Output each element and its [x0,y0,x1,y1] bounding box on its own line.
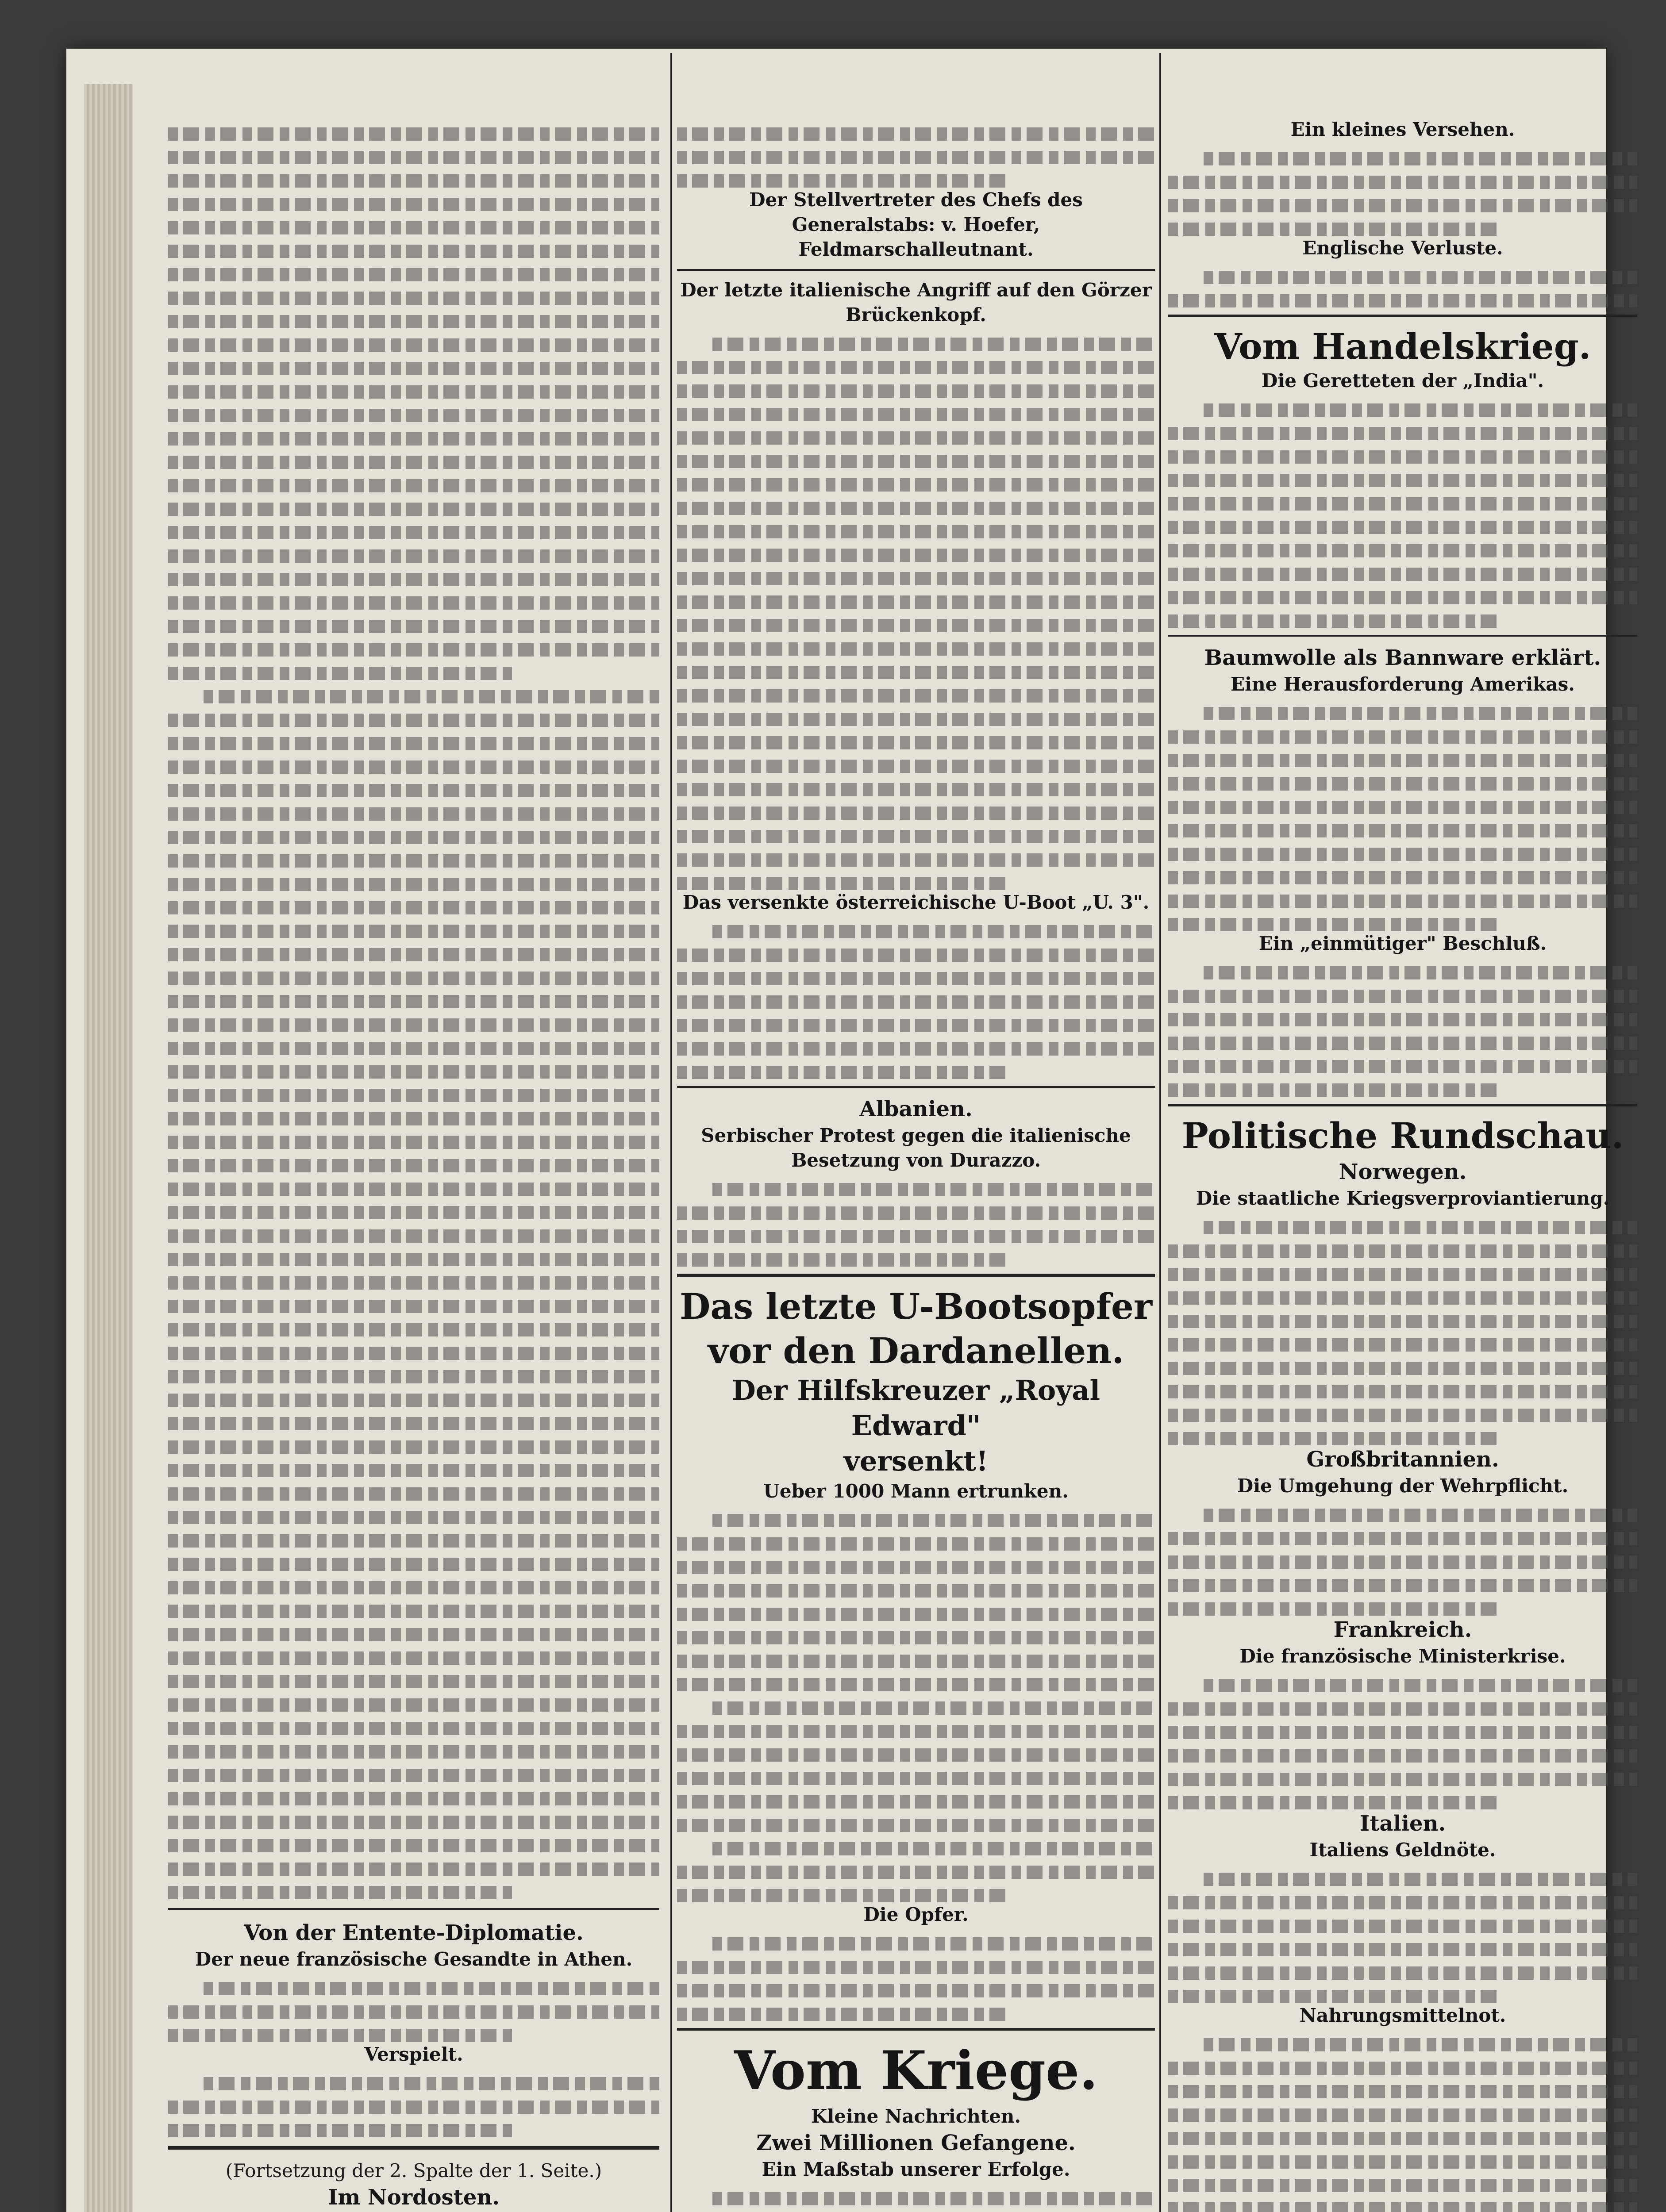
text-line [1168,895,1637,908]
text-line [1168,1555,1637,1569]
column-1 [168,117,659,2212]
heading-entente-diplomatie: Von der Entente-Diplomatie. [244,1920,584,1945]
text-line [168,807,659,821]
text-line [168,1769,659,1782]
text-line [168,737,659,750]
text-line [204,2077,659,2090]
text-line [1168,1966,1637,1980]
heading-albanien: Albanien. [859,1097,973,1121]
text-line [168,2124,512,2137]
text-line [168,1347,659,1360]
separator [1168,1104,1637,1106]
text-line [677,1608,1155,1621]
text-line [168,245,659,258]
separator [1168,635,1637,637]
subheadline-versenkt: versenkt! [843,1445,989,1477]
text-line [677,127,1155,141]
text-line [677,1206,1155,1220]
text-line [168,409,659,422]
heading-frankreich: Frankreich. [1333,1617,1472,1642]
text-line [168,1229,659,1243]
text-line [168,198,659,211]
text-line [168,1276,659,1290]
subheading-kriegsverproviantierung: Die staatliche Kriegsverproviantierung. [1196,1187,1610,1209]
subheadline-royal-edward: Der Hilfskreuzer „Royal Edward" [731,1374,1100,1442]
text-line [1168,591,1637,604]
text-line [168,292,659,305]
text-line [677,431,1155,445]
text-line [677,1230,1155,1243]
text-line [168,972,659,985]
text-line [1168,568,1637,581]
article-continuation [168,127,659,1899]
text-line [1204,1509,1637,1522]
text-line [712,925,1155,938]
text-line [168,1722,659,1735]
text-line [677,736,1155,749]
text-line [168,1018,659,1032]
subheading-verspielt: Verspielt. [364,2043,463,2065]
text-line [1168,2179,1637,2192]
text-line [168,315,659,328]
text-line [1168,1060,1637,1073]
text-line [1168,2085,1637,2098]
text-line [1168,474,1637,487]
text-line [677,549,1155,562]
text-line [1168,1037,1637,1050]
text-line [168,1886,512,1899]
text-line [677,1042,1155,1056]
subheading-versehen: Ein kleines Versehen. [1290,119,1515,140]
text-line [1168,1796,1497,1809]
text-line [677,666,1155,679]
text-line [168,1745,659,1759]
text-line [168,127,659,141]
text-line [168,1675,659,1688]
text-line [168,479,659,492]
text-line [677,1748,1155,1762]
text-line [1168,1409,1637,1422]
heading-zwei-millionen: Zwei Millionen Gefangene. [756,2131,1076,2155]
text-line [1168,521,1637,534]
text-line [1168,450,1637,464]
text-line [168,1792,659,1805]
text-line [677,1866,1155,1879]
text-line [677,1772,1155,1785]
text-line [677,1537,1155,1551]
text-line [677,525,1155,538]
text-line [168,1136,659,1149]
text-line [168,1605,659,1618]
subheading-geldnoete: Italiens Geldnöte. [1309,1839,1496,1861]
text-line [677,2008,1012,2021]
text-line [677,806,1155,820]
text-line [677,151,1155,164]
text-line [1168,294,1637,307]
text-line [677,995,1155,1009]
text-line [168,1253,659,1266]
text-line [1204,707,1637,720]
column-2 [677,117,1155,2212]
separator [168,1908,659,1910]
text-line [168,667,512,680]
text-line [168,925,659,938]
text-line [712,1514,1155,1527]
separator [677,1086,1155,1088]
text-line [677,760,1155,773]
text-line [168,714,659,727]
separator [677,2028,1155,2031]
text-line [1168,2132,1637,2145]
text-line [677,830,1155,843]
text-line [168,526,659,539]
column-rule-1 [670,53,672,2212]
subheading-kleine-nachrichten: Kleine Nachrichten. [811,2105,1021,2127]
text-line [168,995,659,1008]
text-line [712,1842,1155,1855]
text-line [1168,2062,1637,2075]
separator [677,1274,1155,1277]
text-line [677,1253,1012,1267]
text-line [168,573,659,586]
text-line [168,878,659,891]
text-line [1168,1726,1637,1739]
text-line [677,689,1155,703]
text-line [1204,271,1637,284]
text-line [1204,1873,1637,1886]
headline-ubootopfer-1: Das letzte U-Bootsopfer [679,1286,1153,1327]
subheading-india: Die Geretteten der „India". [1261,370,1544,392]
text-line [168,385,659,399]
text-line [168,784,659,797]
subheading-opfer: Die Opfer. [863,1904,969,1925]
text-line [1168,801,1637,814]
text-line [1168,1702,1637,1716]
text-line [168,432,659,445]
text-line [1168,1532,1637,1545]
text-line [1168,223,1497,236]
text-line [1168,614,1497,628]
text-line [1168,2155,1637,2169]
text-line [1168,1385,1637,1398]
text-line [1168,1083,1497,1097]
text-line [1168,1315,1637,1328]
text-line [1168,1602,1497,1616]
text-line [168,1089,659,1102]
text-line [1168,1920,1637,1933]
text-line [677,1066,1012,1079]
subheading-uboot: Das versenkte österreichische U-Boot „U. 3". [682,891,1150,913]
stellvertreter-signature: Der Stellvertreter des Chefs des Generalstabs: v. Hoefer, Feldmarschalleutnant. [749,189,1083,260]
text-line [168,2101,659,2114]
heading-norwegen: Norwegen. [1339,1160,1467,1184]
headline-ubootopfer-2: vor den Dardanellen. [708,1330,1124,1371]
text-line [677,619,1155,632]
text-line [1168,754,1637,767]
text-line [1168,848,1637,861]
text-line [168,1440,659,1454]
separator [677,269,1155,271]
text-line [1168,1896,1637,1909]
text-line [677,877,1012,890]
subheading-einmuetiger: Ein „einmütiger" Beschluß. [1258,933,1547,954]
subheading-massstab: Ein Maßstab unserer Erfolge. [762,2158,1070,2180]
text-line [168,1628,659,1641]
text-line [1168,777,1637,791]
text-line [1168,1362,1637,1375]
text-line [168,1839,659,1852]
text-line [168,1511,659,1524]
text-line [168,760,659,774]
text-line [168,1112,659,1125]
text-line [712,338,1155,351]
text-line [168,1323,659,1336]
text-line [168,1370,659,1383]
headline-vom-kriege: Vom Kriege. [734,2039,1098,2102]
subheading-protest: Serbischer Protest gegen die italienische Besetzung von Durazzo. [701,1125,1131,1171]
text-line [168,221,659,234]
text-line [204,1982,659,1995]
text-line [677,1019,1155,1032]
text-line [168,831,659,844]
text-line [168,338,659,352]
text-line [168,174,659,188]
heading-italien: Italien. [1359,1811,1446,1836]
text-line [168,1159,659,1172]
text-line [1204,2038,1637,2051]
text-line [677,384,1155,398]
text-line [168,1417,659,1430]
heading-grossbritannien: Großbritannien. [1306,1447,1499,1472]
text-line [1204,403,1637,417]
text-line [677,174,1012,188]
text-line [1168,1579,1637,1592]
text-line [168,2005,659,2019]
text-line [168,151,659,164]
text-line [677,1725,1155,1738]
text-line [168,948,659,961]
text-line [1168,2202,1637,2212]
text-line [712,2192,1155,2205]
text-line [168,1581,659,1594]
text-line [1204,1679,1637,1692]
text-line [677,595,1155,609]
text-line [1168,1943,1637,1956]
text-line [1168,176,1637,189]
separator [1168,315,1637,317]
text-line [677,361,1155,374]
heading-baumwolle: Baumwolle als Bannware erklärt. [1204,645,1601,670]
text-line [168,596,659,610]
text-line [677,1584,1155,1598]
text-line [168,503,659,516]
text-line [168,901,659,914]
text-line [204,690,659,703]
text-line [168,2029,512,2042]
text-line [677,1819,1155,1832]
text-line [712,1183,1155,1196]
text-line [712,1937,1155,1951]
subheading-nahrungsmittelnot: Nahrungsmittelnot. [1299,2005,1506,2026]
column-3 [1168,117,1637,2212]
text-line [168,1698,659,1712]
subheading-ministerkrise: Die französische Ministerkrise. [1239,1645,1566,1667]
text-line [168,1065,659,1079]
text-line [168,1042,659,1055]
text-line [168,643,659,657]
text-line [677,853,1155,867]
text-line [677,478,1155,492]
text-line [1168,427,1637,440]
text-line [1168,1990,1497,2003]
heading-nordosten: Im Nordosten. [327,2185,500,2210]
text-line [1168,1773,1637,1786]
text-line [677,1561,1155,1574]
text-line [1204,152,1637,165]
text-line [168,549,659,563]
subheading-goerzer: Der letzte italienische Angriff auf den Görzer Brückenkopf. [680,279,1152,326]
text-line [168,362,659,375]
text-line [168,1487,659,1501]
text-line [168,1558,659,1571]
text-line [1168,918,1497,931]
text-line [677,1961,1155,1974]
text-line [1168,2108,1637,2122]
text-line [1168,1432,1497,1445]
separator [168,2146,659,2150]
text-line [1168,1338,1637,1352]
text-line [677,642,1155,656]
subheading-wehrpflicht: Die Umgehung der Wehrpflicht. [1237,1475,1569,1497]
text-line [677,713,1155,726]
text-line [168,854,659,868]
subheading-gesandte: Der neue französische Gesandte in Athen. [195,1948,633,1970]
text-line [677,949,1155,962]
text-line [1168,1749,1637,1763]
text-line [677,1678,1155,1691]
text-line [677,1631,1155,1644]
text-line [1168,730,1637,744]
headline-handelskrieg: Vom Handelskrieg. [1214,326,1591,367]
page-binding [84,84,133,2212]
text-line [1168,1291,1637,1305]
text-line [677,1889,1012,1902]
text-line [1168,1013,1637,1026]
text-line [1204,966,1637,979]
subheading-herausforderung: Eine Herausforderung Amerikas. [1231,673,1575,695]
text-line [168,1464,659,1477]
text-line [677,972,1155,985]
text-line [1204,1221,1637,1234]
subheading-1000-mann: Ueber 1000 Mann ertrunken. [763,1480,1069,1502]
text-line [1168,990,1637,1003]
text-line [677,1984,1155,1997]
text-line [1168,544,1637,557]
text-line [677,502,1155,515]
fortsetzung-note: (Fortsetzung der 2. Spalte der 1. Seite.) [225,2160,602,2181]
text-line [677,783,1155,796]
text-line [168,1183,659,1196]
text-line [168,620,659,633]
text-line [677,572,1155,585]
text-line [1168,497,1637,511]
text-line [1168,1268,1637,1281]
text-line [168,268,659,281]
text-line [168,1651,659,1665]
text-line [1168,871,1637,884]
text-line [677,1655,1155,1668]
text-line [712,1701,1155,1715]
text-line [1168,199,1637,212]
subheading-verluste: Englische Verluste. [1302,237,1503,259]
text-line [1168,824,1637,837]
text-line [168,1300,659,1313]
text-line [168,1206,659,1219]
column-rule-2 [1159,53,1161,2212]
text-line [168,1394,659,1407]
text-line [168,1863,659,1876]
text-line [168,1816,659,1829]
headline-rundschau: Politische Rundschau. [1181,1115,1624,1156]
text-line [168,456,659,469]
text-line [677,455,1155,468]
text-line [677,408,1155,421]
text-line [1168,1244,1637,1258]
text-line [168,1534,659,1548]
text-line [677,1795,1155,1809]
